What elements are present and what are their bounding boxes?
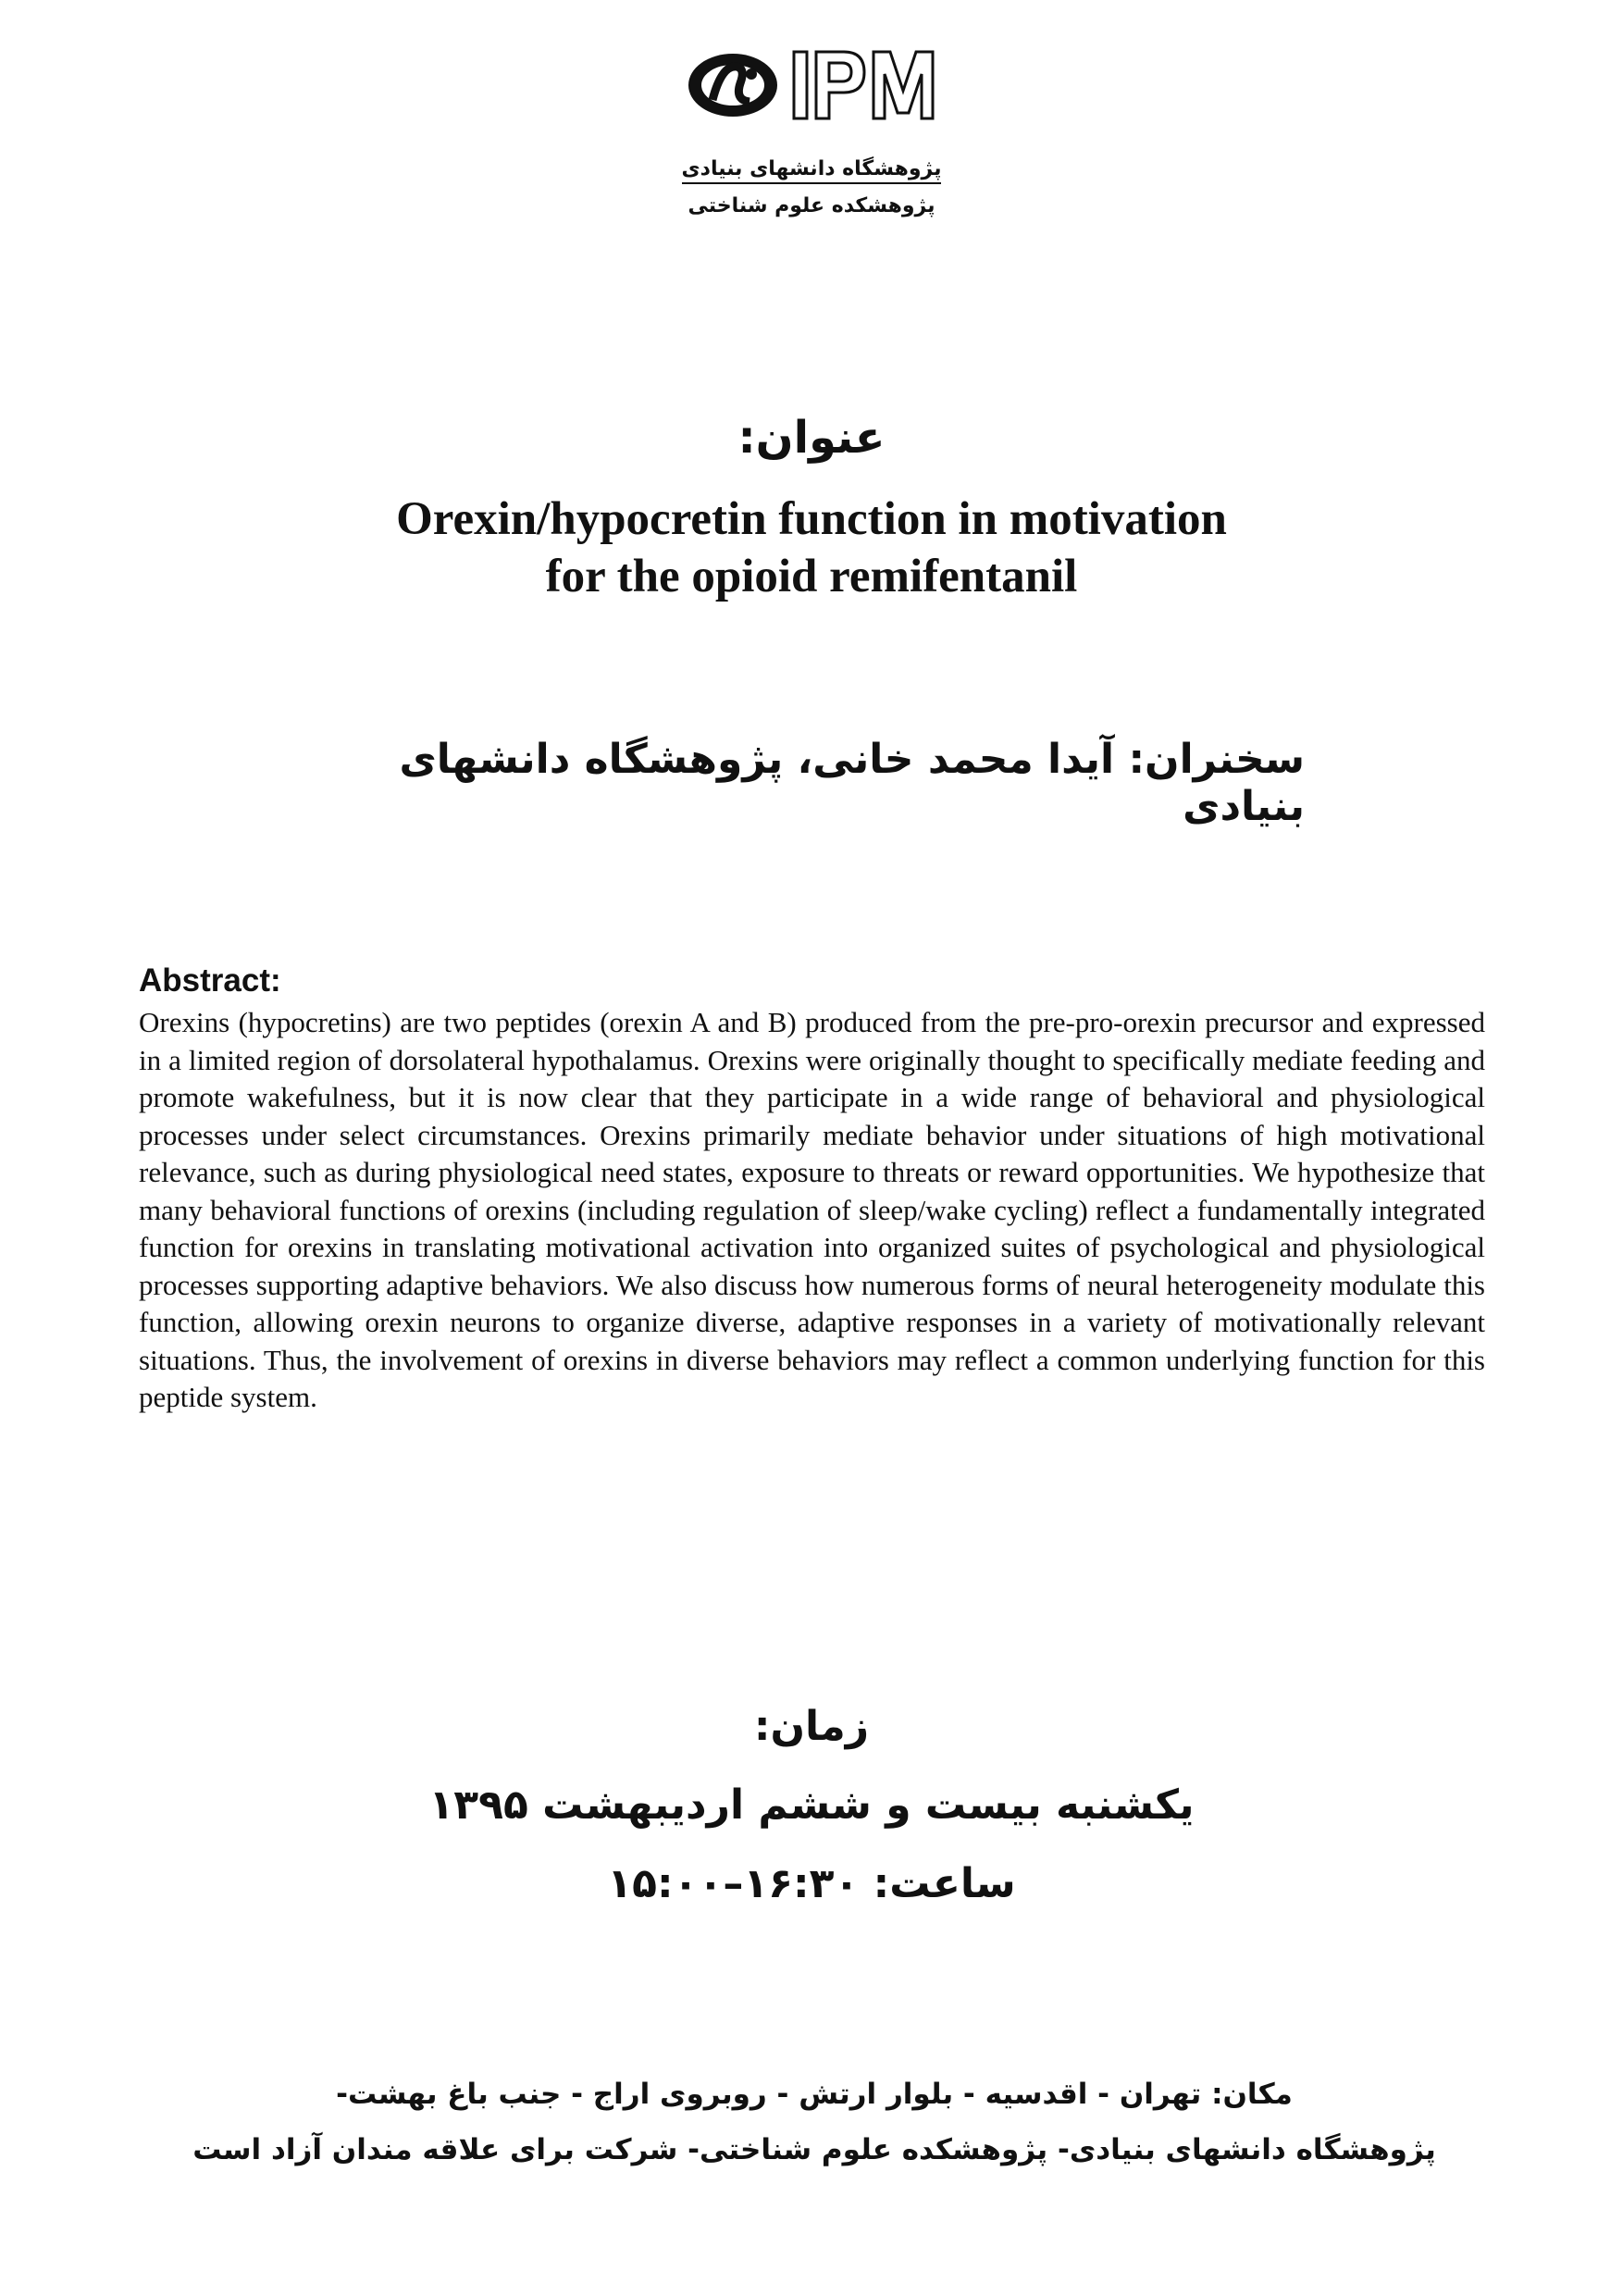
location-address: مکان: تهران - اقدسیه - بلوار ارتش - روبروی اراج - جنب باغ بهشت- bbox=[336, 2078, 1293, 2111]
institute-name bbox=[0, 157, 1623, 180]
talk-title-line1: Orexin/hypocretin function in motivation bbox=[396, 493, 1227, 545]
speaker-line: سخنران: آیدا محمد خانی، پژوهشگاه دانشهای بنیادی bbox=[399, 736, 1305, 830]
talk-title-line2: for the opioid remifentanil bbox=[545, 551, 1078, 602]
event-date: یکشنبه بیست و ششم اردیبهشت ۱۳۹۵ bbox=[428, 1781, 1195, 1829]
institute-name-text: پژوهشگاه دانشهای بنیادی bbox=[682, 157, 942, 184]
title-label: عنوان: bbox=[737, 412, 886, 464]
event-hours: ساعت: ۱۶:۳۰–۱۵:۰۰ bbox=[607, 1860, 1016, 1907]
ipm-logo-graphic bbox=[685, 46, 953, 122]
abstract-text: Orexins (hypocretins) are two peptides (orexin A and B) produced from the pre-pro-orexin precursor and expressed in a limited region of dorsolateral hypothalamus. Orexins were originally thought to specifically mediate feeding and promote wakefulness, but it is now clear that they participate in a wide range of behavioral and physiological processes under select circumstances. Orexins primarily mediate behavior under situations of high motivational relevance, such as during physiological need states, exposure to threats or reward opportunities. We hypothesize that many behavioral functions of orexins (including regulation of sleep/wake cycling) reflect a fundamentally integrated function for orexins in translating motivational activation into organized suites of psychological and physiological processes supporting adaptive behaviors. We also discuss how numerous forms of neural heterogeneity modulate this function, allowing orexin neurons to organize diverse, adaptive responses in a variety of motivationally relevant situations. Thus, the involvement of orexins in diverse behaviors may reflect a common underlying function for this peptide system. bbox=[139, 1006, 1485, 1413]
time-label: زمان: bbox=[753, 1703, 870, 1750]
ipm-logo bbox=[685, 46, 953, 122]
location-note: پژوهشگاه دانشهای بنیادی- پژوهشکده علوم شناختی- شرکت برای علاقه مندان آزاد است bbox=[192, 2133, 1436, 2166]
abstract-heading: Abstract: bbox=[139, 962, 281, 999]
talk-title bbox=[0, 490, 1623, 605]
school-name: پژوهشکده علوم شناختی bbox=[688, 194, 935, 217]
